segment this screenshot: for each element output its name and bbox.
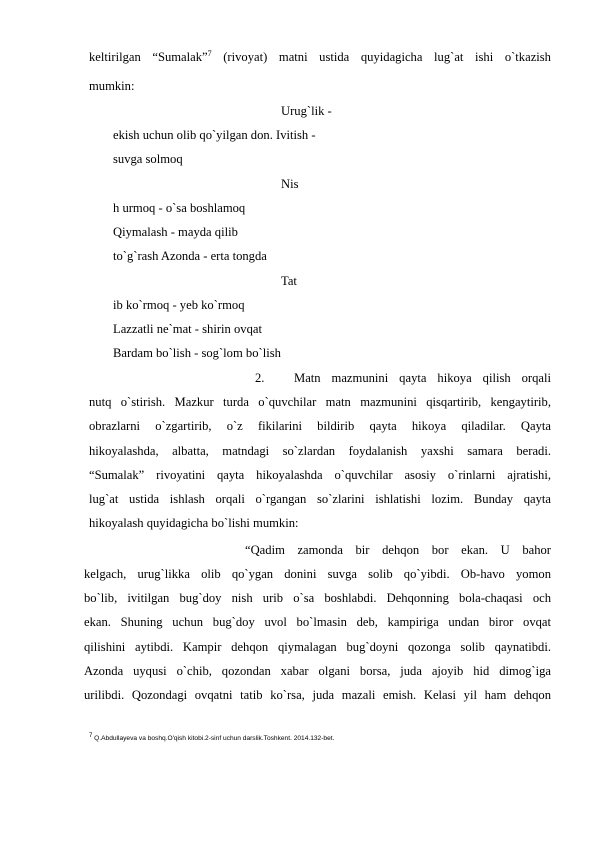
story-line: bo`lib, ivitilgan bug`doy nish urib o`sa boshlabdi. Dehqonning bola-chaqasi och xyxy=(84,591,551,605)
vocab-line: h urmoq - o`sa boshlamoq xyxy=(113,201,246,215)
vocab-line: to`g`rash Azonda - erta tongda xyxy=(113,249,267,263)
footnote-text: Q.Abdullayeva va boshq.O'qish kitobi.2-sinf uchun darslik.Toshkent. 2014.132-bet. xyxy=(92,735,335,742)
vocab-line: Urug`lik - xyxy=(281,104,332,118)
section-line: nutq o`stirish. Mazkur turda o`quvchilar matn mazmunini qisqartirib, kengaytirib, xyxy=(89,395,551,409)
section-line-last: hikoyalash quyidagicha bo`lishi mumkin: xyxy=(89,516,299,530)
section-line: “Sumalak” rivoyatini qayta hikoyalashda o`quvchilar asosiy o`rinlarni ajratishi, xyxy=(89,468,551,482)
footnote-number: 7 xyxy=(89,732,93,739)
story-line: “Qadim zamonda bir dehqon bor ekan. U bahor xyxy=(245,543,551,557)
vocab-line: Bardam bo`lish - sog`lom bo`lish xyxy=(113,346,281,360)
intro-line-1 xyxy=(89,49,551,65)
section-line: hikoyalashda, albatta, matndagi so`zlardan foydalanish yaxshi samara beradi. xyxy=(89,444,551,458)
section-line: lug`at ustida ishlash orqali o`rgangan so`zlarini ishlatishi lozim. Bunday qayta xyxy=(89,492,551,506)
story-line: Azonda uyqusi o`chib, qozondan xabar olgani borsa, juda ajoyib hid dimog`iga xyxy=(84,664,551,678)
vocab-line: ib ko`rmoq - yeb ko`rmoq xyxy=(113,298,245,312)
vocab-line: ekish uchun olib qo`yilgan don. Ivitish - xyxy=(113,128,316,142)
footnote xyxy=(89,732,335,742)
intro-line-2: mumkin: xyxy=(89,79,135,93)
intro-text-b: (rivoyat) matni ustida quyidagicha lug`at ishi o`tkazish xyxy=(211,50,551,64)
section-line: Matn mazmunini qayta hikoya qilish orqali xyxy=(294,371,551,385)
section-number: 2. xyxy=(255,371,265,385)
vocab-line: Tat xyxy=(281,274,297,288)
story-line: ekan. Shuning uchun bug`doy uvol bo`lmasin deb, kampiriga undan biror ovqat xyxy=(84,615,551,629)
vocab-line: suvga solmoq xyxy=(113,152,183,166)
vocab-line: Nis xyxy=(281,177,299,191)
footnote-ref[interactable]: 7 xyxy=(207,48,212,58)
vocab-line: Lazzatli ne`mat - shirin ovqat xyxy=(113,322,262,336)
story-line: urilibdi. Qozondagi ovqatni tatib ko`rsa, juda mazali emish. Kelasi yil ham dehqon xyxy=(84,688,551,702)
story-line: qilishini aytibdi. Kampir dehqon qiymalagan bug`doyni qozonga solib qaynatibdi. xyxy=(84,640,551,654)
intro-text-a: keltirilgan “Sumalak” xyxy=(89,50,208,64)
vocab-line: Qiymalash - mayda qilib xyxy=(113,225,238,239)
story-line: kelgach, urug`likka olib qo`ygan donini suvga solib qo`yibdi. Ob-havo yomon xyxy=(84,567,551,581)
section-line: obrazlarni o`zgartirib, o`z fikilarini bildirib qayta hikoya qiladilar. Qayta xyxy=(89,419,551,433)
